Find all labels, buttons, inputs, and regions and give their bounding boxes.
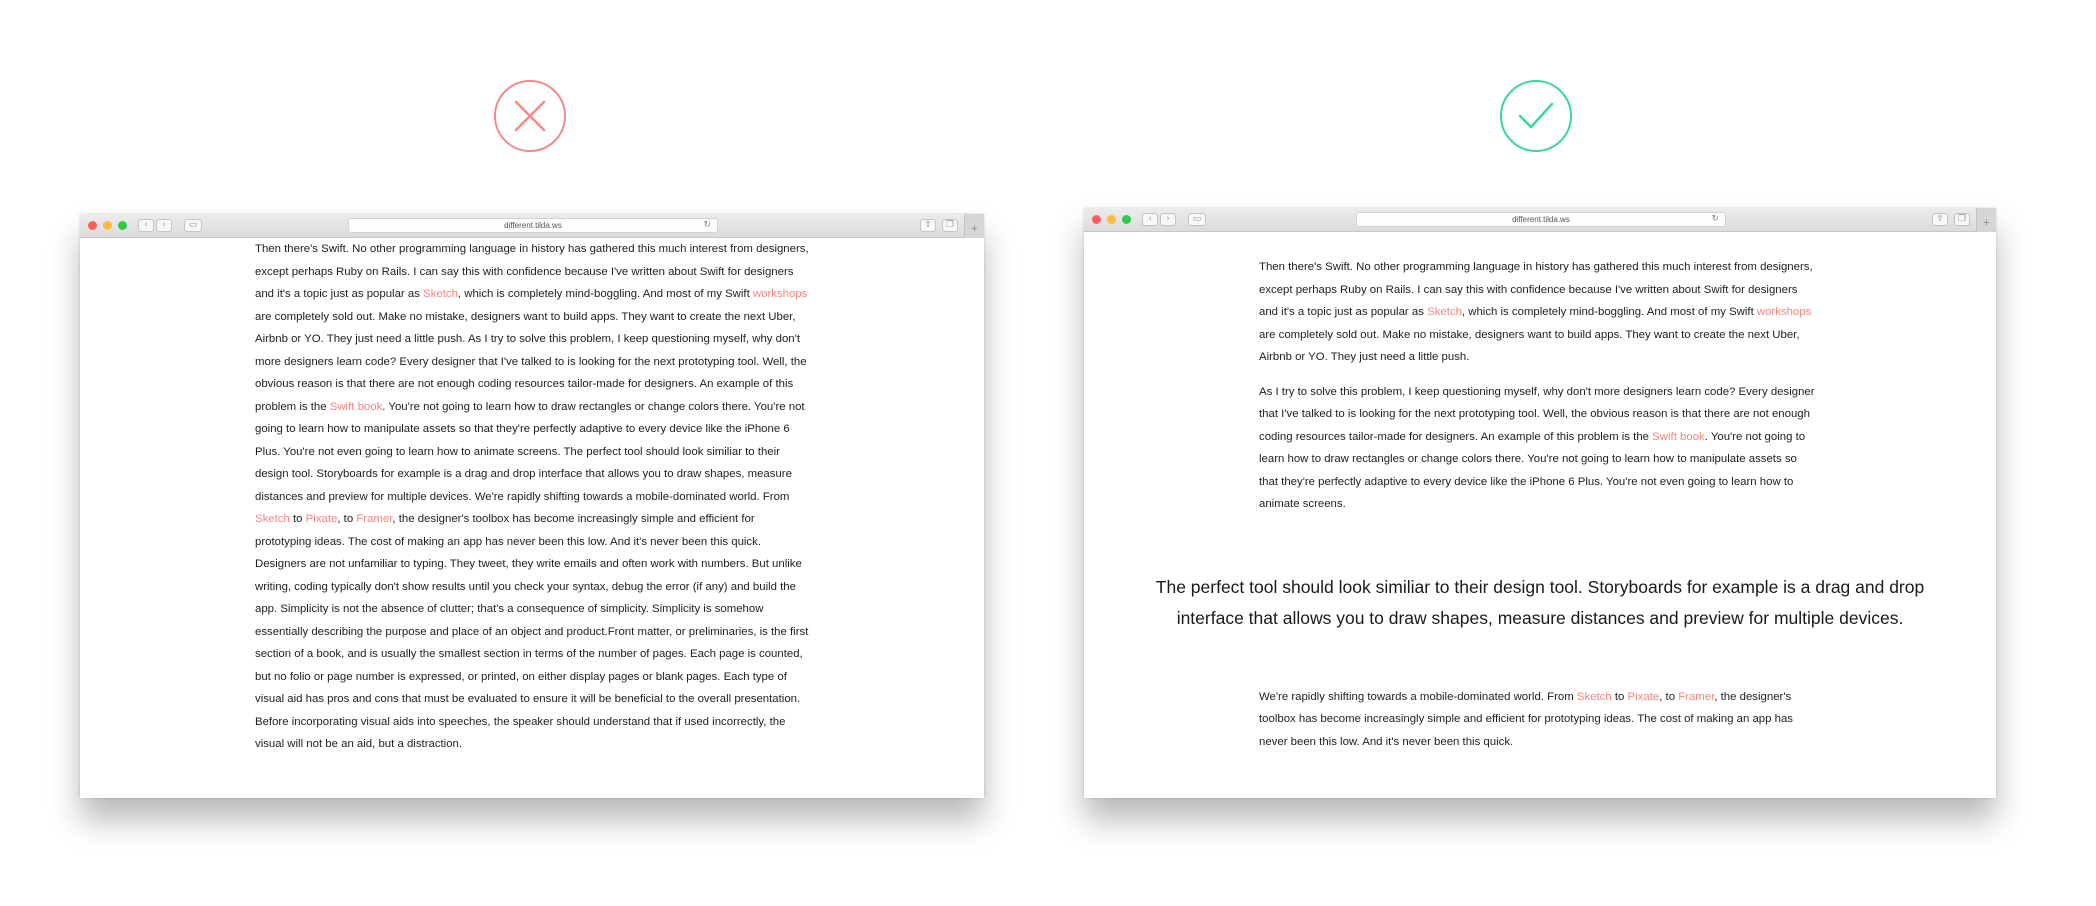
window-controls — [88, 221, 127, 230]
page-content — [255, 238, 811, 756]
text-run: , to — [1659, 690, 1679, 703]
good-example-browser-window — [1084, 208, 1996, 798]
inline-link[interactable]: Sketch — [423, 288, 458, 300]
zoom-window-button[interactable] — [118, 221, 127, 230]
inline-link[interactable]: Sketch — [1576, 690, 1612, 703]
check-circle-icon — [1500, 80, 1572, 152]
url-text: different.tilda.ws — [504, 221, 562, 230]
pull-quote: The perfect tool should look similiar to their design tool. Storyboards for example is a drag and drop interface that allows you to draw shapes, measure distances and preview for multiple devices. — [1155, 576, 1925, 628]
share-button[interactable]: ⇧ — [920, 219, 936, 232]
close-window-button[interactable] — [88, 221, 97, 230]
back-button[interactable]: ‹ — [138, 219, 154, 232]
inline-link[interactable]: workshops — [1756, 306, 1812, 318]
inline-link[interactable]: Framer — [356, 513, 393, 525]
reload-icon[interactable]: ↻ — [1711, 214, 1719, 224]
text-run: are completely sold out. Make no mistake, designers want to build apps. They want to create the next Uber, Airbnb or YO. They just need a little push. — [1259, 328, 1800, 363]
url-text: different.tilda.ws — [1512, 215, 1570, 224]
inline-link[interactable]: Sketch — [255, 513, 290, 525]
text-run: Then there's Swift. No other programming language in history has gathered this much interest from designers, except perhaps Ruby on Rails. I can say this with confidence because I've written about Swift for designers and it's a topic just as popular as — [1259, 261, 1813, 318]
tabs-button[interactable]: ❐ — [1954, 213, 1970, 226]
text-run: to — [1611, 690, 1628, 703]
window-controls — [1092, 215, 1131, 224]
inline-link[interactable]: Pixate — [1627, 690, 1660, 703]
text-run: , which is completely mind-boggling. And most of my Swift — [457, 288, 753, 300]
close-window-button[interactable] — [1092, 215, 1101, 224]
text-run: . You're not going to learn how to draw rectangles or change colors there. You're not going to learn how to manipulate assets so that they're perfectly adaptive to every device like the iPhone 6 Plus. You're not even going to learn how to animate screens. The perfect tool should look similiar to their design tool. Storyboards for example is a drag and drop interface that allows you to draw shapes, measure distances and preview for multiple devices. We're rapidly shifting towards a mobile-dominated world. From — [255, 400, 805, 503]
text-run: Then there's Swift. No other programming language in history has gathered this much interest from designers, except perhaps Ruby on Rails. I can say this with confidence because I've written about Swift for designers and it's a topic just as popular as — [255, 243, 809, 300]
text-run: . You're not going to learn how to draw rectangles or change colors there. You're not going to learn how to manipulate assets so that they're perfectly adaptive to every device like the iPhone 6 Plus. You're not even going to learn how to animate screens. — [1259, 430, 1806, 510]
tabs-button[interactable]: ❐ — [942, 219, 958, 232]
checkmark-icon — [1514, 94, 1558, 138]
text-run: are completely sold out. Make no mistake, designers want to build apps. They want to create the next Uber, Airbnb or YO. They just need a little push. As I try to solve this problem, I keep questioning myself, why don't more designers learn code? Every designer that I've talked to is looking for the next prototyping tool. Well, the obvious reason is that there are not enough coding resources tailor-made for designers. An example of this problem is the — [255, 310, 807, 413]
forward-button[interactable]: › — [156, 219, 172, 232]
x-icon — [508, 94, 552, 138]
back-button[interactable]: ‹ — [1142, 213, 1158, 226]
inline-link[interactable]: Sketch — [1427, 306, 1462, 318]
inline-link[interactable]: Swift book — [329, 400, 383, 413]
zoom-window-button[interactable] — [1122, 215, 1131, 224]
minimize-window-button[interactable] — [1107, 215, 1116, 224]
text-run: , the designer's toolbox has become increasingly simple and efficient for prototyping ideas. The cost of making an app has never been this low. And it's never been this quick. — [1259, 690, 1793, 748]
text-run: , which is completely mind-boggling. And most of my Swift — [1461, 306, 1757, 318]
bad-example-browser-window — [80, 214, 984, 798]
text-run: , the designer's toolbox has become increasingly simple and efficient for prototyping ideas. The cost of making an app has never been this low. And it's never been this quick. Designers are not unfamiliar to typing. They tweet, they write emails and often work with numbers. But unlike writing, coding typically don't show results until you check your syntax, debug the error (if any) and build the app. Simplicity is not the absence of clutter; that's a consequence of simplicity. Simplicity is somehow essentially describing the purpose and place of an object and product.Front matter, or preliminaries, is the first section of a book, and is usually the smallest section in terms of the number of pages. Each page is counted, but no folio or page number is expressed, or printed, on either display pages or blank pages. Each type of visual aid has pros and cons that must be evaluated to ensure it will be beneficial to the overall presentation. Before incorporating visual aids into speeches, the speaker should understand that if used incorrectly, the visual will not be an aid, but a distraction. — [255, 513, 809, 750]
text-run: to — [289, 513, 306, 525]
forward-button[interactable]: › — [1160, 213, 1176, 226]
closing-paragraph — [1259, 686, 1819, 754]
intro-paragraph — [1259, 256, 1819, 369]
problem-paragraph — [1259, 381, 1819, 516]
text-run: As I try to solve this problem, I keep questioning myself, why don't more designers learn code? Every designer that I've talked to is looking for the next prototyping tool. Well, the obvious reason is that there are not enough coding resources tailor-made for designers. An example of this problem is the — [1259, 385, 1815, 443]
address-bar[interactable] — [1356, 212, 1726, 227]
inline-link[interactable]: Swift book — [1652, 430, 1705, 443]
text-run: We're rapidly shifting towards a mobile-dominated world. From — [1259, 690, 1577, 703]
minimize-window-button[interactable] — [103, 221, 112, 230]
body-paragraph — [255, 238, 811, 756]
inline-link[interactable]: workshops — [752, 288, 808, 300]
reload-icon[interactable]: ↻ — [703, 220, 711, 230]
inline-link[interactable]: Framer — [1678, 690, 1715, 703]
new-tab-button[interactable]: + — [964, 214, 984, 238]
sidebar-toggle-button[interactable]: ▭ — [184, 219, 202, 232]
x-circle-icon — [494, 80, 566, 152]
page-content — [1084, 232, 1996, 753]
browser-toolbar — [1084, 208, 1996, 232]
browser-toolbar — [80, 214, 984, 238]
inline-link[interactable]: Pixate — [305, 513, 338, 525]
text-run: , to — [337, 513, 357, 525]
share-button[interactable]: ⇧ — [1932, 213, 1948, 226]
sidebar-toggle-button[interactable]: ▭ — [1188, 213, 1206, 226]
new-tab-button[interactable]: + — [1976, 208, 1996, 232]
address-bar[interactable] — [348, 218, 718, 233]
